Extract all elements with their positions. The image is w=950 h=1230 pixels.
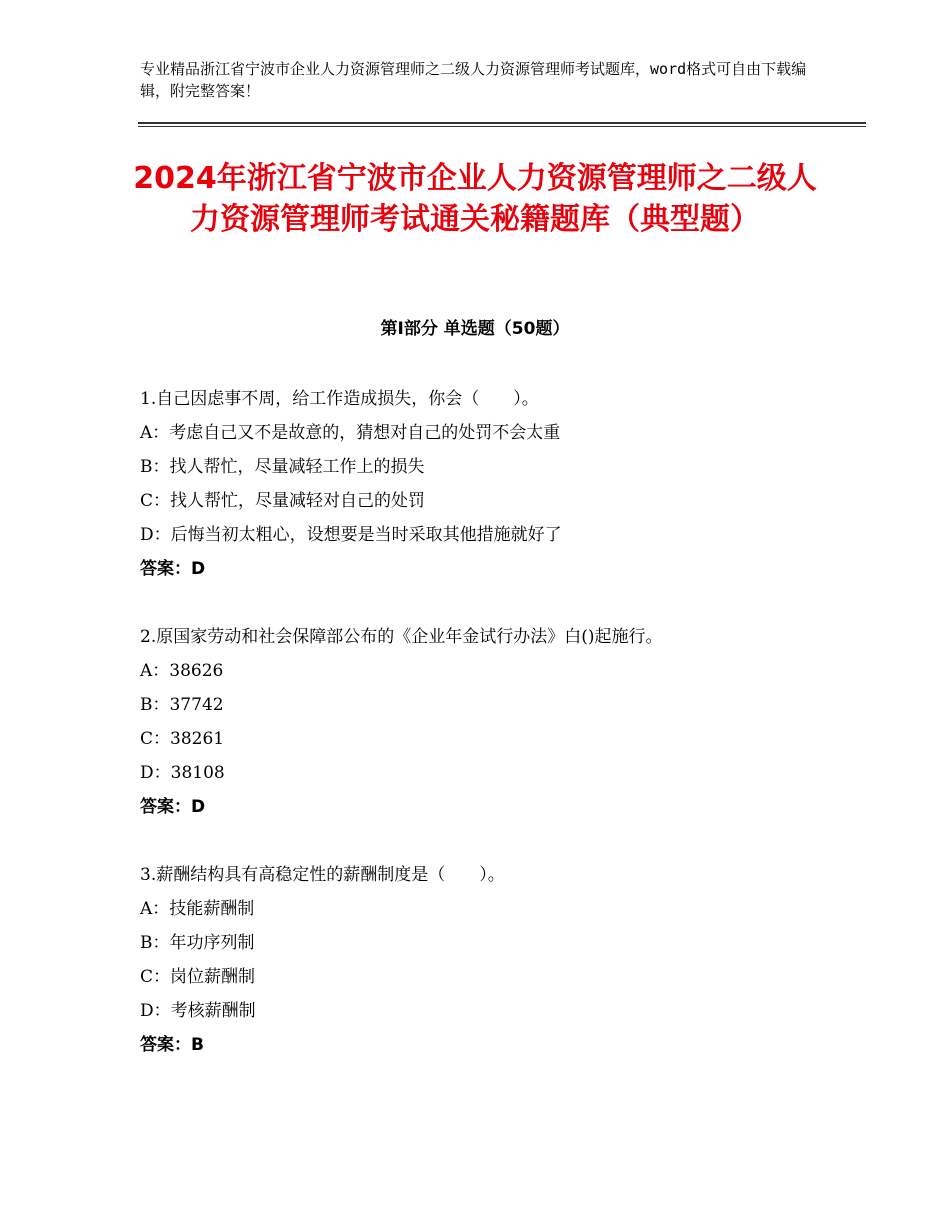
option-a: A：技能薪酬制 bbox=[140, 899, 255, 919]
option-b: B：37742 bbox=[140, 695, 224, 715]
option-a: A：38626 bbox=[140, 661, 224, 681]
option-b: B：找人帮忙，尽量减轻工作上的损失 bbox=[140, 457, 425, 477]
header-rule bbox=[138, 122, 866, 124]
spacer bbox=[140, 824, 800, 858]
option-c: C：岗位薪酬制 bbox=[140, 967, 256, 987]
section-title: 第Ⅰ部分 单选题（50题） bbox=[380, 319, 570, 339]
option-d: D：38108 bbox=[140, 763, 225, 783]
header-rule-thin bbox=[138, 126, 866, 127]
option-c: C：38261 bbox=[140, 729, 225, 749]
answer: 答案：B bbox=[140, 1035, 204, 1055]
question-1 bbox=[140, 382, 800, 586]
answer: 答案：D bbox=[140, 797, 206, 817]
question-text: 1.自己因虑事不周，给工作造成损失，你会（ ）。 bbox=[140, 389, 539, 409]
question-2 bbox=[140, 623, 800, 824]
document-title: 2024年浙江省宁波市企业人力资源管理师之二级人力资源管理师考试通关秘籍题库（典型题） bbox=[133, 161, 817, 237]
question-text: 3.薪酬结构具有高稳定性的薪酬制度是（ ）。 bbox=[140, 865, 505, 885]
option-d: D：考核薪酬制 bbox=[140, 1001, 256, 1021]
spacer bbox=[140, 586, 800, 620]
answer: 答案：D bbox=[140, 559, 206, 579]
option-c: C：找人帮忙，尽量减轻对自己的处罚 bbox=[140, 491, 426, 511]
question-list bbox=[140, 382, 800, 1062]
header-note: 专业精品浙江省宁波市企业人力资源管理师之二级人力资源管理师考试题库，word格式可自由下载编辑，附完整答案！ bbox=[140, 60, 807, 100]
question-text: 2.原国家劳动和社会保障部公布的《企业年金试行办法》白()起施行。 bbox=[140, 627, 663, 647]
option-b: B：年功序列制 bbox=[140, 933, 255, 953]
option-a: A：考虑自己又不是故意的，猜想对自己的处罚不会太重 bbox=[140, 423, 561, 443]
option-d: D：后悔当初太粗心，设想要是当时采取其他措施就好了 bbox=[140, 525, 562, 545]
question-3 bbox=[140, 858, 800, 1062]
